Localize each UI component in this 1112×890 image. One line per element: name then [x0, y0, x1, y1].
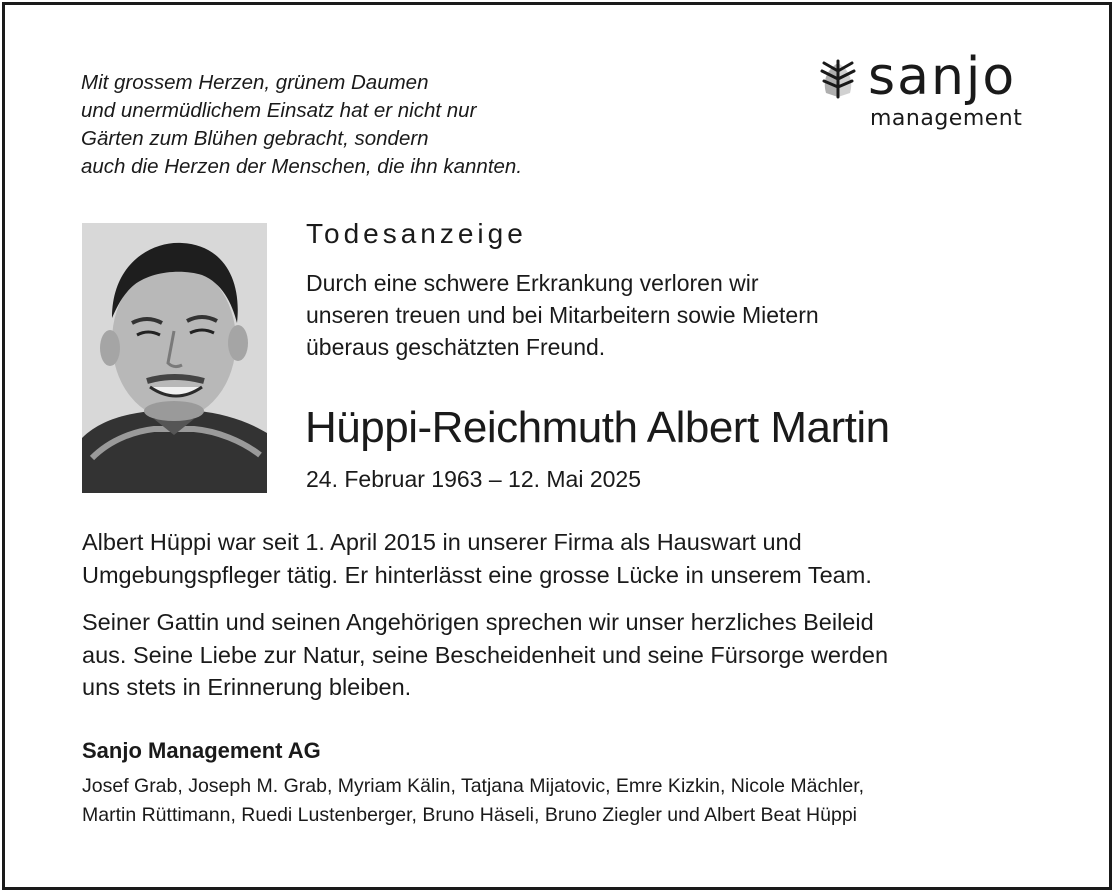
intro-line: Durch eine schwere Erkrankung verloren wir — [306, 270, 759, 296]
quote-line: Gärten zum Blühen gebracht, sondern — [81, 127, 429, 150]
quote-line: und unermüdlichem Einsatz hat er nicht nur — [81, 99, 477, 122]
life-dates: 24. Februar 1963 – 12. Mai 2025 — [306, 466, 642, 492]
company-name: Sanjo Management AG — [82, 738, 321, 763]
deceased-name: Hüppi-Reichmuth Albert Martin — [305, 403, 890, 452]
logo-wordmark: sanjo — [868, 47, 1017, 107]
paragraph-line: aus. Seine Liebe zur Natur, seine Bescheidenheit und seine Fürsorge werden — [82, 641, 889, 668]
obituary-notice — [2, 2, 1112, 890]
sanjo-logo — [818, 47, 1038, 135]
portrait-photo — [82, 223, 267, 493]
intro-line: unseren treuen und bei Mitarbeitern sowie Mietern — [306, 302, 819, 328]
portrait-image — [82, 223, 267, 493]
notice-heading: Todesanzeige — [306, 218, 527, 249]
memorial-quote — [81, 69, 641, 181]
body-paragraph-condolences — [82, 606, 1072, 704]
paragraph-line: uns stets in Erinnerung bleiben. — [82, 674, 412, 700]
paragraph-line: Albert Hüppi war seit 1. April 2015 in unserer Firma als Hauswart und — [82, 529, 802, 555]
body-paragraph-employment — [82, 526, 1072, 591]
paragraph-line: Seiner Gattin und seinen Angehörigen sprechen wir unser herzliches Beileid — [82, 609, 874, 635]
notice-intro — [306, 267, 1006, 363]
signer-names — [82, 772, 864, 830]
signer-line: Martin Rüttimann, Ruedi Lustenberger, Bruno Häseli, Bruno Ziegler und Albert Beat Hüppi — [82, 804, 858, 826]
signer-line: Josef Grab, Joseph M. Grab, Myriam Kälin, Tatjana Mijatovic, Emre Kizkin, Nicole Mächler, — [82, 775, 865, 797]
paragraph-line: Umgebungspfleger tätig. Er hinterlässt eine grosse Lücke in unserem Team. — [82, 561, 872, 588]
logo-subtitle: management — [870, 106, 1023, 131]
quote-line: Mit grossem Herzen, grünem Daumen — [81, 71, 429, 94]
intro-line: überaus geschätzten Freund. — [306, 334, 606, 360]
leaf-mark-icon — [818, 59, 858, 99]
quote-line: auch die Herzen der Menschen, die ihn kannten. — [81, 155, 523, 178]
